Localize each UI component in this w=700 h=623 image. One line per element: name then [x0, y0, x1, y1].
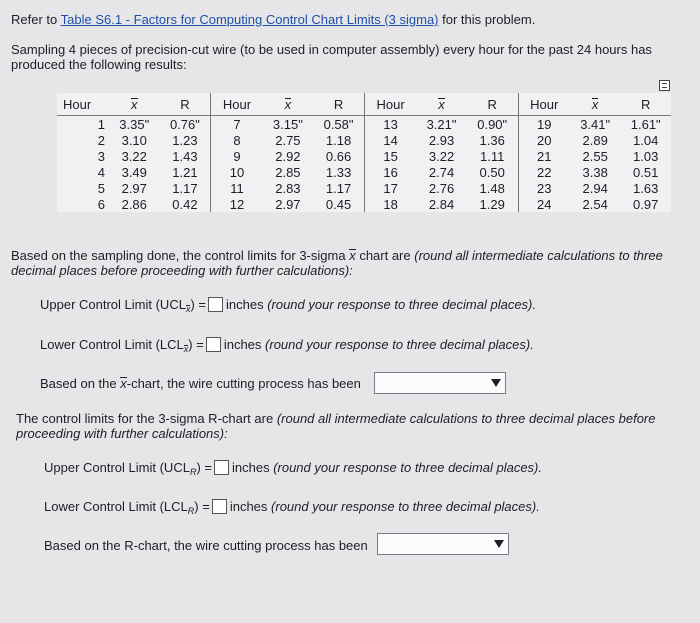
cell-hour: 15 — [364, 148, 416, 164]
xchart-intro-2: decimal places before proceeding with further calculations): — [11, 263, 353, 278]
table-row — [57, 164, 671, 180]
header-x: x — [263, 93, 314, 116]
cell-hour: 21 — [518, 148, 570, 164]
cell-r: 1.21 — [172, 164, 198, 180]
cell-x: 3.38 — [582, 164, 608, 180]
cell-r: 1.63 — [633, 180, 659, 196]
header-x: x — [109, 93, 160, 116]
cell-x: 2.83 — [275, 180, 301, 196]
cell-x: 3.10 — [121, 132, 147, 148]
cell-x: 2.76 — [428, 180, 455, 196]
cell-hour: 2 — [97, 132, 105, 148]
cell-hour: 11 — [211, 180, 263, 196]
cell-r: 1.29 — [479, 196, 505, 212]
rchart-intro-1: The control limits for the 3-sigma R-chart are (round all intermediate calculations to three decimal places before — [16, 411, 656, 426]
header-x: x — [570, 93, 621, 116]
ucl-r-row: Upper Control Limit $(UCL_R)$ = inches (round your response to three decimal places). — [44, 460, 542, 477]
cell-x: 3.15" — [272, 116, 303, 132]
cell-hour: 13 — [364, 116, 416, 133]
cell-hour: 4 — [97, 164, 105, 180]
cell-r: 1.48 — [479, 180, 505, 196]
header-hour: Hour — [211, 93, 263, 116]
rchart-process-text: Based on the R-chart, the wire cutting process has been — [44, 538, 368, 553]
ucl-x-row: Upper Control Limit (UCLx) = inches (round your response to three decimal places). — [40, 297, 536, 314]
table-link[interactable]: Table S6.1 - Factors for Computing Control Chart Limits (3 sigma) — [60, 12, 439, 27]
lcl-r-row: Lower Control Limit $(LCL_R)$ = inches (round your response to three decimal places). — [44, 499, 540, 516]
xchart-intro-1: Based on the sampling done, the control limits for 3-sigma x chart are (round all intermediate calculations to three — [11, 248, 663, 263]
lcl-x-row: Lower Control Limit (LCLx) = inches (round your response to three decimal places). — [40, 337, 534, 354]
cell-x: 2.97 — [275, 196, 301, 212]
cell-hour: 22 — [518, 164, 570, 180]
cell-r: 1.17 — [325, 180, 352, 196]
data-table — [57, 93, 671, 212]
intro-line — [11, 12, 535, 27]
cell-x: 2.54 — [582, 196, 608, 212]
cell-hour: 3 — [97, 148, 105, 164]
rchart-intro-2: proceeding with further calculations): — [16, 426, 228, 441]
problem-text-2: produced the following results: — [11, 57, 187, 72]
header-r: R — [313, 93, 364, 116]
cell-r: 0.42 — [172, 196, 198, 212]
cell-hour: 8 — [211, 132, 263, 148]
cell-r: 0.66 — [325, 148, 352, 164]
cell-x: 3.41" — [580, 116, 611, 132]
header-hour: Hour — [57, 93, 109, 116]
cell-x: 3.22 — [121, 148, 147, 164]
cell-hour: 1 — [97, 116, 105, 132]
cell-r: 0.76" — [169, 116, 200, 132]
cell-r: 0.45 — [325, 196, 352, 212]
cell-r: 0.90" — [477, 116, 508, 132]
cell-x: 3.49 — [121, 164, 147, 180]
xchart-process-dropdown[interactable] — [374, 372, 506, 394]
cell-x: 2.75 — [275, 132, 301, 148]
cell-r: 1.61" — [630, 116, 661, 132]
cell-hour: 20 — [518, 132, 570, 148]
cell-x: 2.92 — [275, 148, 301, 164]
cell-x: 2.89 — [582, 132, 608, 148]
cell-x: 2.93 — [428, 132, 455, 148]
header-hour: Hour — [518, 93, 570, 116]
cell-hour: 10 — [211, 164, 263, 180]
header-r: R — [160, 93, 211, 116]
cell-hour: 6 — [97, 196, 105, 212]
header-x: x — [416, 93, 467, 116]
ucl-x-input[interactable] — [208, 297, 223, 312]
lcl-x-input[interactable] — [206, 337, 221, 352]
cell-r: 1.23 — [172, 132, 198, 148]
cell-x: 2.86 — [121, 196, 147, 212]
cell-x: 2.94 — [582, 180, 608, 196]
cell-r: 1.43 — [172, 148, 198, 164]
cell-x: 2.97 — [121, 180, 147, 196]
cell-r: 1.17 — [172, 180, 198, 196]
cell-hour: 14 — [364, 132, 416, 148]
cell-x: 3.22 — [428, 148, 455, 164]
intro-prefix: Refer to — [11, 12, 58, 27]
cell-r: 0.97 — [633, 196, 659, 212]
cell-r: 1.33 — [325, 164, 352, 180]
cell-r: 1.11 — [480, 148, 505, 164]
table-row — [57, 116, 671, 133]
cell-hour: 7 — [211, 116, 263, 133]
cell-hour: 18 — [364, 196, 416, 212]
problem-text-1: Sampling 4 pieces of precision-cut wire (to be used in computer assembly) every hour for the past 24 hours has — [11, 42, 652, 57]
cell-hour: 19 — [518, 116, 570, 133]
cell-x: 2.84 — [428, 196, 455, 212]
x-bar-symbol: x — [349, 248, 356, 263]
header-hour: Hour — [364, 93, 416, 116]
cell-x: 3.21" — [426, 116, 457, 132]
cell-r: 1.04 — [633, 132, 659, 148]
header-r: R — [467, 93, 518, 116]
cell-hour: 17 — [364, 180, 416, 196]
cell-hour: 5 — [97, 180, 105, 196]
intro-suffix: for this problem. — [442, 12, 536, 27]
cell-r: 1.36 — [479, 132, 505, 148]
cell-r: 1.03 — [633, 148, 659, 164]
cell-r: 1.18 — [325, 132, 352, 148]
chevron-down-icon — [494, 540, 504, 548]
cell-hour: 16 — [364, 164, 416, 180]
table-row — [57, 196, 671, 212]
ucl-r-input[interactable] — [214, 460, 229, 475]
rchart-process-dropdown[interactable] — [377, 533, 509, 555]
cell-x: 2.74 — [428, 164, 455, 180]
cell-hour: 24 — [518, 196, 570, 212]
table-header-row — [57, 93, 671, 116]
cell-hour: 9 — [211, 148, 263, 164]
cell-hour: 23 — [518, 180, 570, 196]
copy-icon[interactable] — [659, 80, 670, 91]
table-row — [57, 132, 671, 148]
cell-x: 2.55 — [582, 148, 608, 164]
cell-r: 0.50 — [479, 164, 505, 180]
lcl-r-input[interactable] — [212, 499, 227, 514]
chevron-down-icon — [491, 379, 501, 387]
table-row — [57, 148, 671, 164]
cell-hour: 12 — [211, 196, 263, 212]
cell-r: 0.51 — [633, 164, 659, 180]
header-r: R — [620, 93, 671, 116]
cell-x: 3.35" — [119, 116, 150, 132]
table-row — [57, 180, 671, 196]
cell-x: 2.85 — [275, 164, 301, 180]
xchart-process-text: Based on the x-chart, the wire cutting process has been — [40, 376, 361, 391]
cell-r: 0.58" — [323, 116, 354, 132]
